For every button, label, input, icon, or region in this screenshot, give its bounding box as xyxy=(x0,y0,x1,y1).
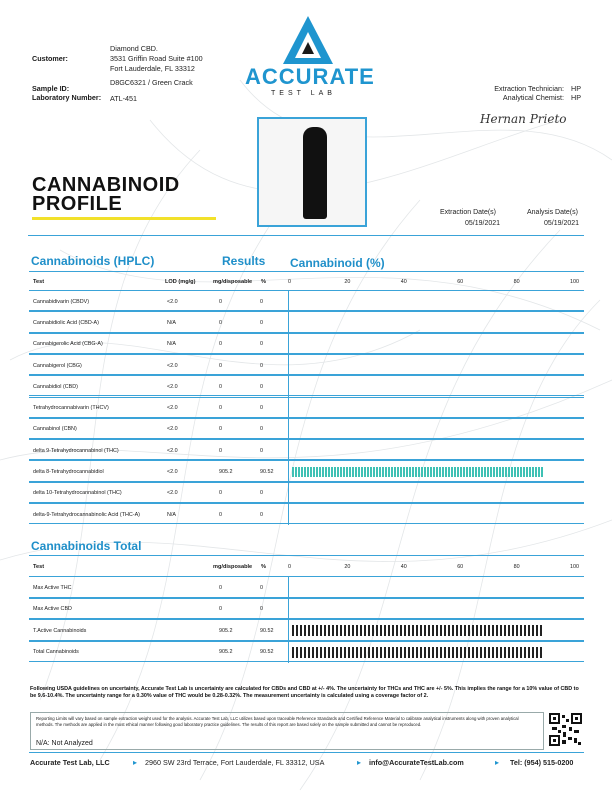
cell-mg: 0 xyxy=(219,319,222,326)
profile-title xyxy=(32,176,180,214)
table-row xyxy=(29,619,584,641)
cell-lod: N/A xyxy=(167,511,176,518)
product-photo xyxy=(257,117,367,227)
extraction-date-value: 05/19/2021 xyxy=(465,220,501,227)
analytical-chemist-label: Analytical Chemist: xyxy=(502,93,564,102)
sample-id-value: D8GC6321 / Green Crack xyxy=(110,78,193,87)
cell-mg: 0 xyxy=(219,447,222,454)
cell-pct: 0 xyxy=(260,362,263,369)
chart-gridline-area xyxy=(288,355,576,376)
cell-test: Cannabidiol (CBD) xyxy=(33,383,78,390)
footer-phone: Tel: (954) 515-0200 xyxy=(510,758,574,767)
accurate-logo-icon xyxy=(281,14,335,66)
analysis-date-value: 05/19/2021 xyxy=(544,220,580,227)
cell-lod: <2.0 xyxy=(167,362,178,369)
chart-gridline-area xyxy=(288,419,576,440)
cell-mg: 905.2 xyxy=(219,469,233,476)
lab-number-value: ATL-451 xyxy=(110,94,138,103)
reporting-box xyxy=(30,712,544,750)
table-row xyxy=(29,460,584,481)
cell-mg: 0 xyxy=(219,383,222,390)
totals-top-rule xyxy=(29,555,584,556)
col-lod: LOD (mg/g) xyxy=(165,279,196,285)
col-test: Test xyxy=(33,279,45,285)
cell-pct: 0 xyxy=(260,447,263,454)
footer-address: 2960 SW 23rd Terrace, Fort Lauderdale, FL 33312, USA xyxy=(145,758,325,767)
cell-mg: 905.2 xyxy=(219,649,233,656)
table-row xyxy=(29,503,584,524)
cell-mg: 0 xyxy=(219,584,222,591)
axis-tick-label: 60 xyxy=(457,279,464,285)
table-row xyxy=(29,439,584,460)
cell-pct: 90.52 xyxy=(260,469,274,476)
cell-test: Max Active THC xyxy=(33,584,72,591)
hplc-axis-ticks xyxy=(288,279,579,287)
cell-lod: N/A xyxy=(167,319,176,326)
cell-mg: 0 xyxy=(219,405,222,412)
axis-tick-label: 20 xyxy=(344,564,351,570)
extraction-tech-value: HP xyxy=(571,84,581,93)
chevron-right-icon: ▸ xyxy=(133,758,138,767)
cell-pct: 0 xyxy=(260,584,263,591)
cell-mg: 0 xyxy=(219,426,222,433)
customer-label: Customer: xyxy=(32,54,68,63)
cell-test: Tetrahydrocannabivarin (THCV) xyxy=(33,405,109,412)
totals-section-title: Cannabinoids Total xyxy=(31,539,142,553)
footer-email[interactable]: info@AccurateTestLab.com xyxy=(369,758,464,767)
extraction-date-label: Extraction Date(s) xyxy=(440,209,497,216)
cell-pct: 0 xyxy=(260,511,263,518)
cell-test: delta 8-Tetrahydrocannabidiol xyxy=(33,469,104,476)
customer-city: Fort Lauderdale, FL 33312 xyxy=(110,64,195,73)
sample-id-label: Sample ID: xyxy=(32,84,70,93)
cell-pct: 90.52 xyxy=(260,649,274,656)
cell-lod: <2.0 xyxy=(167,426,178,433)
footer-company-name: Accurate Test Lab, LLC xyxy=(30,758,110,767)
totals-col-mg: mg/disposable xyxy=(213,564,253,570)
cell-mg: 0 xyxy=(219,341,222,348)
cell-test: Cannabidivarin (CBDV) xyxy=(33,298,90,305)
analysis-date-label: Analysis Date(s) xyxy=(527,209,578,216)
table-row xyxy=(29,333,584,354)
cell-pct: 0 xyxy=(260,426,263,433)
footer-company xyxy=(30,758,110,767)
table-row xyxy=(29,311,584,332)
cell-pct: 0 xyxy=(260,490,263,497)
cell-mg: 0 xyxy=(219,511,222,518)
axis-tick-label: 0 xyxy=(288,279,291,285)
table-row xyxy=(29,375,584,396)
axis-tick-label: 60 xyxy=(457,564,464,570)
chart-gridline-area xyxy=(288,440,576,461)
cell-pct: 0 xyxy=(260,298,263,305)
na-note: N/A: Not Analyzed xyxy=(36,740,93,747)
table-row xyxy=(29,641,584,663)
cell-lod: <2.0 xyxy=(167,469,178,476)
chevron-right-icon: ▸ xyxy=(495,758,500,767)
table-row xyxy=(29,418,584,439)
cell-lod: <2.0 xyxy=(167,383,178,390)
axis-tick-label: 80 xyxy=(513,279,520,285)
table-row xyxy=(29,598,584,620)
axis-tick-label: 40 xyxy=(400,279,407,285)
chart-gridline-area xyxy=(288,398,576,419)
cell-pct: 90.52 xyxy=(260,627,274,634)
chart-bar xyxy=(292,625,544,636)
hplc-top-rule xyxy=(29,271,584,272)
reporting-note: Reporting Limits will vary based on sample extraction weight used for the analysis. Accurate Test Lab, LLC utilizes based upon traceable Reference Standards and Certified Reference Material to calibrate analytical instruments along with proven analytical methods. The methods are applied in the most ethical manner following good laboratory practice guidelines. The results of this report are based solely on the sample submitted and cannot be reproduced. xyxy=(36,716,519,727)
footer-divider xyxy=(29,752,584,753)
title-underline xyxy=(32,217,216,220)
axis-tick-label: 100 xyxy=(570,279,579,285)
hplc-section-title: Cannabinoids (HPLC) xyxy=(31,254,155,268)
cell-test: Max Active CBD xyxy=(33,606,72,613)
cell-pct: 0 xyxy=(260,341,263,348)
qr-code-icon xyxy=(549,713,582,746)
axis-tick-label: 80 xyxy=(513,564,520,570)
col-pct: % xyxy=(261,279,266,285)
chart-gridline-area xyxy=(288,291,576,312)
cell-test: Cannabigerolic Acid (CBG-A) xyxy=(33,341,103,348)
results-title: Results xyxy=(222,254,266,268)
logo-subtitle: TEST LAB xyxy=(271,90,336,97)
cell-lod: <2.0 xyxy=(167,298,178,305)
axis-tick-label: 100 xyxy=(570,564,579,570)
chart-gridline-area xyxy=(288,599,576,621)
customer-street: 3531 Griffin Road Suite #100 xyxy=(110,54,203,63)
uncertainty-note: Following USDA guidelines on uncertainty, Accurate Test Lab is uncertainty are calculated for CBDs and CBD at +/- 4%. The uncertainty for THCs and THC are +/- 5%. This implies the range for a 10% value of CBD to be 9.6-10.4%. The uncertainty range for a 0.30% value of THC would be 0.28-0.32%. The measurement uncertainty is calculated using a coverage factor of 2. xyxy=(30,686,579,699)
extraction-tech-label: Extraction Technician: xyxy=(494,84,564,93)
cell-test: delta 10-Tetrahydrocannabinol (THC) xyxy=(33,490,122,497)
cell-test: Cannabigerol (CBG) xyxy=(33,362,82,369)
cell-mg: 905.2 xyxy=(219,627,233,634)
cell-mg: 0 xyxy=(219,362,222,369)
cell-test: Cannabidiolic Acid (CBD-A) xyxy=(33,319,99,326)
cell-pct: 0 xyxy=(260,319,263,326)
profile-title-line1: CANNABINOID xyxy=(32,174,180,196)
table-row xyxy=(29,576,584,598)
profile-title-line2: PROFILE xyxy=(32,193,123,215)
cell-test: T.Active Cannabinoids xyxy=(33,627,87,634)
axis-tick-label: 40 xyxy=(400,564,407,570)
cell-lod: <2.0 xyxy=(167,405,178,412)
cell-lod: N/A xyxy=(167,341,176,348)
chart-bar xyxy=(292,647,544,658)
axis-tick-label: 0 xyxy=(288,564,291,570)
cell-pct: 0 xyxy=(260,383,263,390)
chart-title: Cannabinoid (%) xyxy=(290,256,385,270)
totals-axis-ticks xyxy=(288,564,579,572)
axis-tick-label: 20 xyxy=(344,279,351,285)
cell-test: Cannabinol (CBN) xyxy=(33,426,77,433)
header-divider xyxy=(28,235,584,236)
chart-gridline-area xyxy=(288,504,576,525)
chart-gridline-area xyxy=(288,376,576,397)
cell-test: delta 9-Tetrahydrocannabinol (THC) xyxy=(33,447,119,454)
totals-col-test: Test xyxy=(33,564,45,570)
table-row xyxy=(29,290,584,311)
chart-bar xyxy=(292,467,544,478)
lab-number-label: Laboratory Number: xyxy=(32,93,102,102)
customer-name: Diamond CBD. xyxy=(110,44,158,53)
cell-pct: 0 xyxy=(260,405,263,412)
cell-pct: 0 xyxy=(260,606,263,613)
analytical-chemist-value: HP xyxy=(571,93,581,102)
cell-mg: 0 xyxy=(219,606,222,613)
totals-col-pct: % xyxy=(261,564,266,570)
table-row xyxy=(29,482,584,503)
cell-mg: 0 xyxy=(219,490,222,497)
table-row xyxy=(29,354,584,375)
chevron-right-icon: ▸ xyxy=(357,758,362,767)
chart-gridline-area xyxy=(288,577,576,599)
cell-mg: 0 xyxy=(219,298,222,305)
table-row xyxy=(29,397,584,418)
chart-gridline-area xyxy=(288,483,576,504)
col-mg: mg/disposable xyxy=(213,279,253,285)
cell-test: Total Cannabinoids xyxy=(33,649,79,656)
cell-test: delta-9-Tetrahydrocannabinolic Acid (THC-A) xyxy=(33,511,140,518)
vape-pen-image xyxy=(303,127,327,219)
cell-lod: <2.0 xyxy=(167,447,178,454)
logo-wordmark: ACCURATE xyxy=(245,64,375,89)
cell-lod: <2.0 xyxy=(167,490,178,497)
chart-gridline-area xyxy=(288,312,576,333)
customer-address xyxy=(110,44,203,74)
chart-gridline-area xyxy=(288,334,576,355)
signature: Hernan Prieto xyxy=(480,112,567,126)
